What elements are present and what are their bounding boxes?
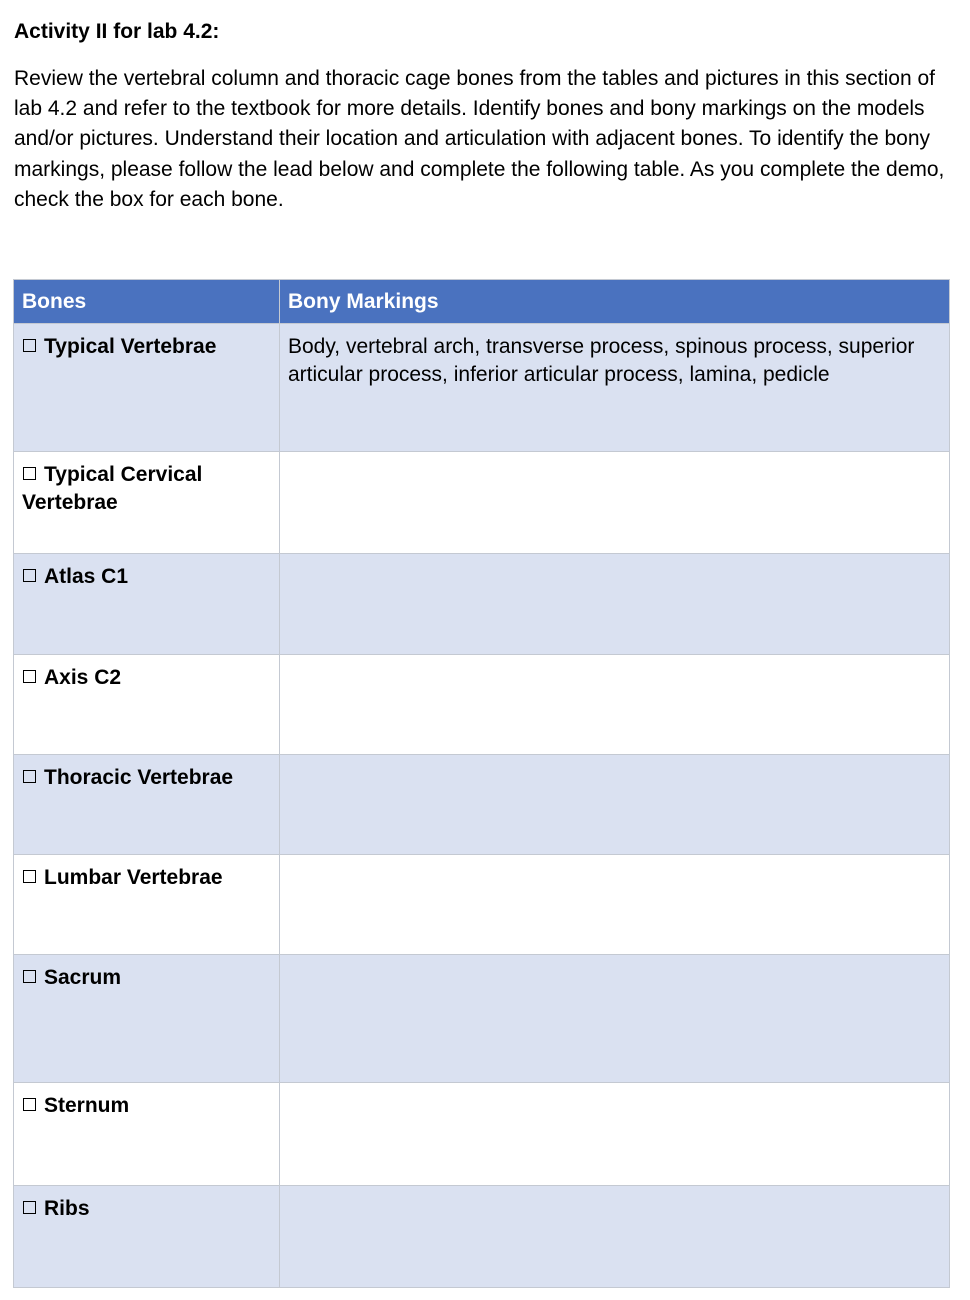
bone-cell [14, 855, 280, 955]
bone-cell [14, 655, 280, 755]
bone-label: Axis C2 [44, 666, 122, 689]
bone-label: Ribs [44, 1197, 90, 1220]
column-header-bones: Bones [14, 280, 280, 324]
checkbox[interactable] [23, 1098, 36, 1111]
bone-cell [14, 1186, 280, 1288]
bone-cell [14, 324, 280, 452]
markings-cell[interactable] [280, 554, 950, 655]
table-row [14, 855, 950, 955]
checkbox[interactable] [23, 467, 36, 480]
bone-cell [14, 755, 280, 855]
checkbox[interactable] [23, 770, 36, 783]
table-row [14, 1186, 950, 1288]
markings-cell[interactable] [280, 452, 950, 554]
markings-cell[interactable] [280, 1186, 950, 1288]
checkbox[interactable] [23, 970, 36, 983]
bone-cell [14, 955, 280, 1083]
checkbox[interactable] [23, 670, 36, 683]
table-row [14, 755, 950, 855]
markings-cell[interactable]: Body, vertebral arch, transverse process, spinous process, superior articular process, inferior articular process, lamina, pedicle [280, 324, 950, 452]
activity-heading: Activity II for lab 4.2: [14, 20, 220, 43]
checkbox[interactable] [23, 569, 36, 582]
bone-cell [14, 452, 280, 554]
bone-label: Thoracic Vertebrae [44, 766, 234, 789]
table-row [14, 955, 950, 1083]
markings-cell[interactable] [280, 855, 950, 955]
checkbox[interactable] [23, 870, 36, 883]
table-header-row [14, 280, 950, 324]
bone-label: Typical Cervical Vertebrae [22, 463, 203, 514]
bone-cell [14, 1083, 280, 1186]
table-row [14, 324, 950, 452]
bone-label: Atlas C1 [44, 565, 129, 588]
markings-cell[interactable] [280, 655, 950, 755]
bone-label: Sacrum [44, 966, 122, 989]
bone-label: Lumbar Vertebrae [44, 866, 223, 889]
checkbox[interactable] [23, 339, 36, 352]
bone-cell [14, 554, 280, 655]
bone-label: Typical Vertebrae [44, 335, 217, 358]
activity-instructions: Review the vertebral column and thoracic cage bones from the tables and pictures in this section of lab 4.2 and refer to the textbook for more details. Identify bones and bony markings on the models and/or pictures. Understand their location and articulation with adjacent bones. To identify the bony markings, please follow the lead below and complete the following table. As you complete the demo, check the box for each bone. [14, 67, 945, 211]
bone-label: Sternum [44, 1094, 130, 1117]
column-header-bony-markings: Bony Markings [280, 280, 950, 324]
table-row [14, 554, 950, 655]
checkbox[interactable] [23, 1201, 36, 1214]
markings-cell[interactable] [280, 755, 950, 855]
markings-cell[interactable] [280, 955, 950, 1083]
table-row [14, 452, 950, 554]
table-row [14, 655, 950, 755]
markings-cell[interactable] [280, 1083, 950, 1186]
bones-table [13, 279, 950, 1288]
table-row [14, 1083, 950, 1186]
